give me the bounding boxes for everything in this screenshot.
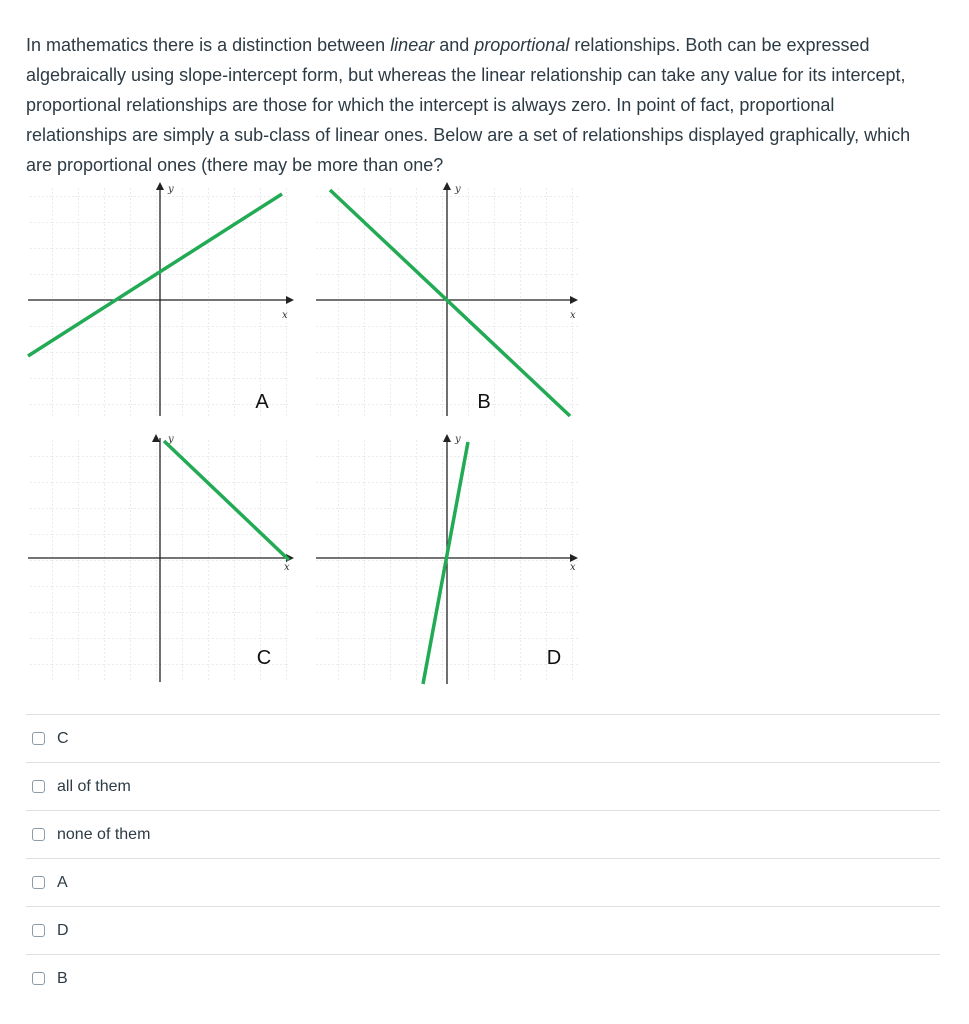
option-b-checkbox[interactable] xyxy=(32,972,45,985)
graph-a xyxy=(28,182,294,416)
question-part-2: and xyxy=(434,35,475,55)
graph-d-y-label: y xyxy=(455,434,461,445)
graph-a-label: A xyxy=(255,391,269,413)
question-part-3: relationships. Both can be expressed algebraically using slope-intercept form, but whereas the linear relationship can take any value for its intercept, proportional relationships are those for which the intercept is always zero. In point of fact, proportional relationships are simply a sub-class of linear ones. Below are a set of relationships displayed graphically, which are proportional ones (there may be more than one? xyxy=(26,35,911,175)
graphs-figure xyxy=(0,170,969,710)
option-b-label: B xyxy=(57,969,68,987)
option-d[interactable] xyxy=(26,906,940,954)
graph-d-y-arrow-icon xyxy=(443,434,451,442)
question-proportional: proportional xyxy=(474,35,570,55)
option-a-checkbox[interactable] xyxy=(32,876,45,889)
option-a-label: A xyxy=(57,873,68,891)
option-b[interactable] xyxy=(26,954,940,1002)
option-all-of-them-label: all of them xyxy=(57,777,131,795)
question-linear: linear xyxy=(390,35,435,55)
graph-b-x-label: x xyxy=(570,310,576,321)
graph-a-y-label: y xyxy=(168,184,174,195)
graph-c-y-label: y xyxy=(168,434,174,445)
question-part-1: In mathematics there is a distinction between xyxy=(26,35,391,55)
graph-c-x-label: x xyxy=(284,562,290,573)
graph-c-label: C xyxy=(256,647,272,669)
question-text xyxy=(26,30,926,180)
option-all-of-them[interactable] xyxy=(26,762,940,810)
graph-a-x-label: x xyxy=(282,310,288,321)
option-d-label: D xyxy=(57,921,69,939)
graph-c-grid xyxy=(28,440,290,680)
option-none-of-them-label: none of them xyxy=(57,825,151,843)
option-c-checkbox[interactable] xyxy=(32,732,45,745)
option-c-label: C xyxy=(57,729,69,747)
graph-d-label: D xyxy=(546,647,562,669)
graph-b-label: B xyxy=(477,391,491,413)
answer-options xyxy=(26,714,940,1002)
option-c[interactable] xyxy=(26,714,940,762)
option-d-checkbox[interactable] xyxy=(32,924,45,937)
graph-b-y-label: y xyxy=(455,184,461,195)
option-a[interactable] xyxy=(26,858,940,906)
graph-d-x-label: x xyxy=(570,562,576,573)
graph-d xyxy=(316,434,578,684)
option-none-of-them-checkbox[interactable] xyxy=(32,828,45,841)
graph-a-grid xyxy=(28,186,290,416)
graph-c-y-arrow-icon xyxy=(152,434,160,442)
graph-b xyxy=(316,182,578,416)
option-all-of-them-checkbox[interactable] xyxy=(32,780,45,793)
option-none-of-them[interactable] xyxy=(26,810,940,858)
graph-c xyxy=(28,434,294,682)
